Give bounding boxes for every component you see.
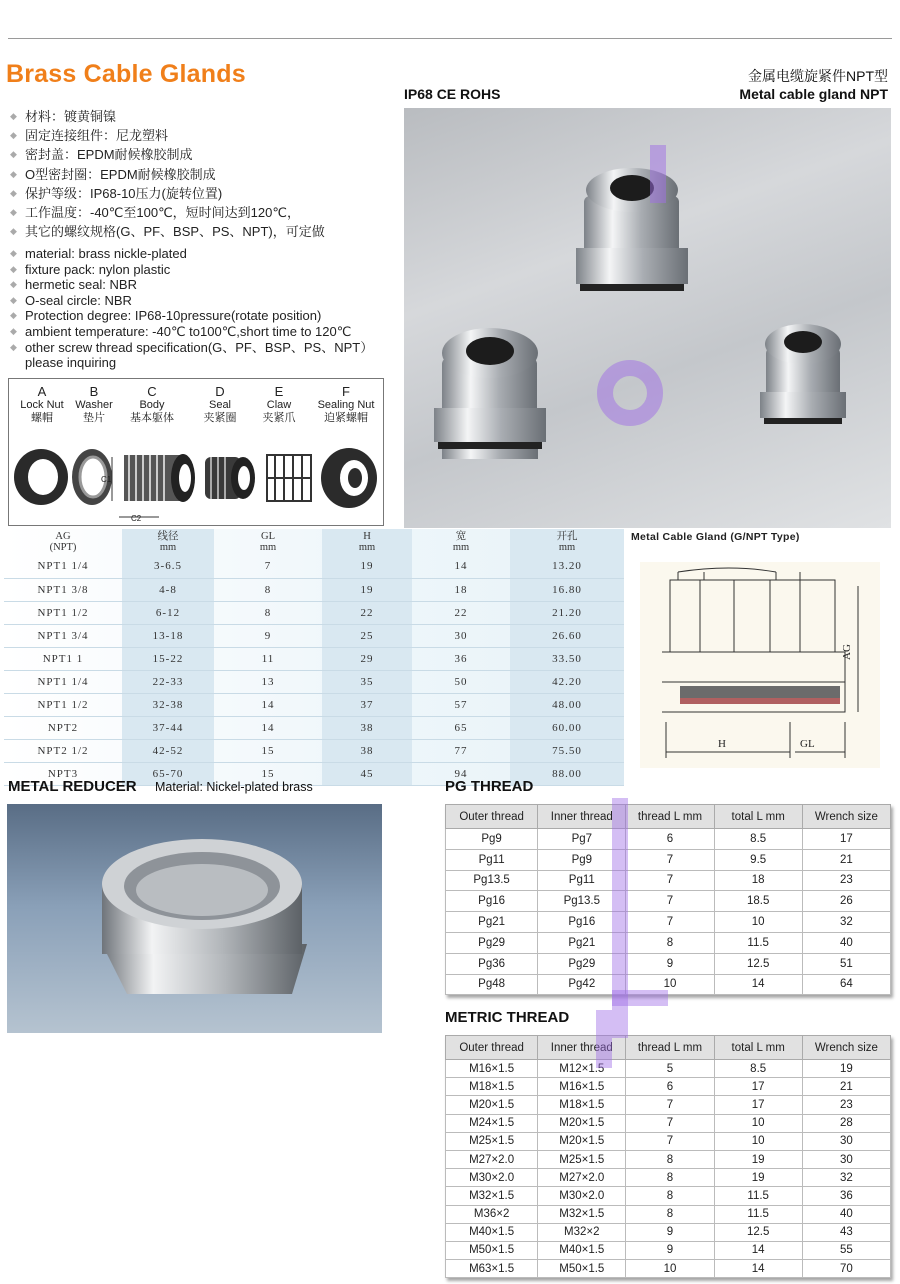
table-cell: 11.5 — [714, 1187, 802, 1205]
table-row — [446, 912, 891, 933]
table-row — [446, 1150, 891, 1168]
table-cell: 37-44 — [122, 716, 214, 739]
table-cell: M40×1.5 — [446, 1223, 538, 1241]
table-cell: M32×1.5 — [538, 1205, 626, 1223]
spec-en-item: ◆ ambient temperature: -40℃ to100℃,short time to 120℃ — [10, 323, 352, 339]
table-header-row — [4, 529, 624, 555]
table-cell: Pg29 — [446, 932, 538, 953]
table-cell: 77 — [412, 739, 510, 762]
table-cell: 65-70 — [122, 762, 214, 785]
table-cell: 6 — [626, 829, 714, 850]
technical-drawing-icon — [640, 562, 880, 768]
table-cell: Pg16 — [538, 912, 626, 933]
table-cell: M36×2 — [446, 1205, 538, 1223]
table-cell: 29 — [322, 647, 412, 670]
table-row — [446, 1260, 891, 1278]
table-cell: M20×1.5 — [446, 1096, 538, 1114]
table-cell: 38 — [322, 716, 412, 739]
table-cell: M25×1.5 — [538, 1150, 626, 1168]
table-cell: Pg7 — [538, 829, 626, 850]
table-cell: M20×1.5 — [538, 1132, 626, 1150]
table-cell: Pg29 — [538, 953, 626, 974]
table-cell: NPT1 1/2 — [4, 601, 122, 624]
table-cell: 30 — [802, 1150, 890, 1168]
table-row — [4, 647, 624, 670]
parts-drawing-icon — [9, 441, 383, 525]
table-cell: 10 — [626, 1260, 714, 1278]
table-cell: 33.50 — [510, 647, 624, 670]
table-row — [446, 891, 891, 912]
specs-cn-list — [10, 107, 395, 241]
spec-en-item: ◆ O-seal circle: NBR — [10, 292, 132, 308]
reducer-material: Material: Nickel-plated brass — [155, 780, 313, 794]
table-cell: 25 — [322, 624, 412, 647]
table-cell: 51 — [802, 953, 890, 974]
table-cell: 8 — [214, 601, 322, 624]
table-row — [446, 1241, 891, 1259]
table-cell: 13 — [214, 670, 322, 693]
table-row — [446, 1169, 891, 1187]
table-row — [4, 716, 624, 739]
table-cell: 26 — [802, 891, 890, 912]
part-seal: D Seal 夹紧圈 — [203, 384, 237, 424]
table-cell: 32 — [802, 912, 890, 933]
column-header: Wrench size — [802, 1036, 890, 1060]
table-row — [446, 1060, 891, 1078]
table-cell: M25×1.5 — [446, 1132, 538, 1150]
dim-c2: C2 — [131, 514, 142, 523]
table-cell: NPT1 1 — [4, 647, 122, 670]
table-cell: 88.00 — [510, 762, 624, 785]
table-cell: 35 — [322, 670, 412, 693]
spec-en-item: ◆ material: brass nickle-plated — [10, 246, 187, 261]
table-cell: 13.20 — [510, 555, 624, 578]
label-ag: AG — [841, 644, 853, 660]
table-cell: 75.50 — [510, 739, 624, 762]
column-header: 开孔 mm — [510, 529, 624, 555]
table-cell: 3-6.5 — [122, 555, 214, 578]
table-cell: Pg11 — [538, 870, 626, 891]
table-cell: 21 — [802, 849, 890, 870]
table-row — [446, 849, 891, 870]
diagram-title: Metal Cable Gland (G/NPT Type) — [631, 531, 800, 543]
table-row — [446, 870, 891, 891]
table-row — [4, 601, 624, 624]
table-cell: 15-22 — [122, 647, 214, 670]
table-cell: 12.5 — [714, 1223, 802, 1241]
table-cell: 38 — [322, 739, 412, 762]
table-cell: NPT1 1/2 — [4, 693, 122, 716]
spec-cn-item: ◆ 保护等级：IP68-10压力(旋转位置) — [10, 185, 223, 201]
spec-en-item: ◆ Protection degree: IP68-10pressure(rotate position) — [10, 308, 322, 324]
table-cell: 14 — [714, 1260, 802, 1278]
table-cell: 10 — [714, 912, 802, 933]
table-row — [446, 1205, 891, 1223]
table-cell: 43 — [802, 1223, 890, 1241]
table-cell: Pg16 — [446, 891, 538, 912]
reducer-photo — [7, 804, 382, 1033]
cable-gland-photo-icon — [404, 108, 891, 528]
table-row — [4, 555, 624, 578]
table-cell: Pg42 — [538, 974, 626, 995]
table-cell: M63×1.5 — [446, 1260, 538, 1278]
table-cell: Pg9 — [538, 849, 626, 870]
part-claw: E Claw 夹紧爪 — [262, 384, 296, 424]
table-cell: Pg13.5 — [538, 891, 626, 912]
table-row — [4, 578, 624, 601]
column-header: 线径 mm — [122, 529, 214, 555]
spec-en-item: ◆ hermetic seal: NBR — [10, 277, 137, 293]
label-gl: GL — [800, 738, 815, 750]
table-row — [446, 1078, 891, 1096]
table-cell: 23 — [802, 870, 890, 891]
column-header: Outer thread — [446, 805, 538, 829]
table-cell: 8 — [626, 932, 714, 953]
table-cell: 10 — [714, 1132, 802, 1150]
table-cell: 36 — [802, 1187, 890, 1205]
table-cell: 30 — [412, 624, 510, 647]
table-cell: M16×1.5 — [446, 1060, 538, 1078]
header-title-cn: 金属电缆旋紧件NPT型 — [748, 68, 888, 84]
table-cell: 11.5 — [714, 1205, 802, 1223]
table-cell: 42.20 — [510, 670, 624, 693]
table-cell: 64 — [802, 974, 890, 995]
table-cell: M32×1.5 — [446, 1187, 538, 1205]
table-cell: 9 — [626, 1223, 714, 1241]
table-cell: 9 — [626, 953, 714, 974]
table-cell: 26.60 — [510, 624, 624, 647]
column-header: Outer thread — [446, 1036, 538, 1060]
column-header: Inner thread — [538, 1036, 626, 1060]
spec-en-item: ◆ fixture pack: nylon plastic — [10, 261, 171, 277]
table-cell: 7 — [626, 1114, 714, 1132]
table-cell: 7 — [626, 1132, 714, 1150]
table-cell: 15 — [214, 762, 322, 785]
spec-cn-item: ◆ 工作温度：-40℃至100℃，短时间达到120℃， — [10, 205, 300, 221]
table-cell: 5 — [626, 1060, 714, 1078]
table-cell: 11 — [214, 647, 322, 670]
table-row — [446, 829, 891, 850]
dim-c1: C1 — [101, 475, 112, 484]
table-cell: M32×2 — [538, 1223, 626, 1241]
table-cell: 32 — [802, 1169, 890, 1187]
table-cell: 18 — [714, 870, 802, 891]
table-cell: NPT2 1/2 — [4, 739, 122, 762]
table-cell: 7 — [626, 870, 714, 891]
table-cell: 22 — [412, 601, 510, 624]
table-cell: 8 — [626, 1187, 714, 1205]
part-body: C Body 基本躯体 — [130, 384, 174, 424]
table-cell: 7 — [626, 891, 714, 912]
table-cell: 37 — [322, 693, 412, 716]
table-cell: 8 — [214, 578, 322, 601]
part-sealing-nut: F Sealing Nut 迫紧螺帽 — [317, 384, 375, 424]
table-row — [446, 1187, 891, 1205]
table-cell: M16×1.5 — [538, 1078, 626, 1096]
table-cell: NPT3 — [4, 762, 122, 785]
table-cell: M40×1.5 — [538, 1241, 626, 1259]
column-header: thread L mm — [626, 805, 714, 829]
table-cell: 19 — [322, 555, 412, 578]
table-cell: 10 — [714, 1114, 802, 1132]
table-cell: 7 — [214, 555, 322, 578]
table-cell: M24×1.5 — [446, 1114, 538, 1132]
table-cell: 57 — [412, 693, 510, 716]
table-cell: 14 — [214, 716, 322, 739]
column-header: 宽 mm — [452, 531, 470, 553]
table-cell: 19 — [714, 1169, 802, 1187]
table-cell: Pg21 — [446, 912, 538, 933]
table-cell: 22 — [322, 601, 412, 624]
table-row — [446, 1096, 891, 1114]
table-cell: M18×1.5 — [538, 1096, 626, 1114]
table-cell: 9 — [626, 1241, 714, 1259]
table-header-row — [446, 1036, 891, 1060]
pg-thread-title: PG THREAD — [445, 778, 534, 795]
table-cell: M30×2.0 — [446, 1169, 538, 1187]
table-cell: 4-8 — [122, 578, 214, 601]
spec-cn-item: ◆ 密封盖：EPDM耐候橡胶制成 — [10, 147, 193, 163]
table-row — [446, 1114, 891, 1132]
table-cell: 8.5 — [714, 829, 802, 850]
table-cell: Pg13.5 — [446, 870, 538, 891]
spec-cn-item: ◆ 固定连接组件：尼龙塑料 — [10, 128, 169, 144]
column-header: total L mm — [714, 805, 802, 829]
table-cell: 19 — [802, 1060, 890, 1078]
table-cell: M20×1.5 — [538, 1114, 626, 1132]
table-row — [446, 974, 891, 995]
table-cell: 19 — [322, 578, 412, 601]
table-row — [446, 1223, 891, 1241]
table-cell: M27×2.0 — [446, 1150, 538, 1168]
table-cell: M27×2.0 — [538, 1169, 626, 1187]
table-cell: 18.5 — [714, 891, 802, 912]
table-cell: 94 — [412, 762, 510, 785]
table-cell: 12.5 — [714, 953, 802, 974]
table-cell: 10 — [626, 974, 714, 995]
table-cell: 14 — [714, 1241, 802, 1259]
column-header: GL mm — [259, 531, 277, 553]
column-header: total L mm — [714, 1036, 802, 1060]
table-cell: 7 — [626, 912, 714, 933]
table-cell: 8 — [626, 1205, 714, 1223]
metric-thread-table — [445, 1035, 891, 1278]
table-cell: 21 — [802, 1078, 890, 1096]
table-cell: NPT1 3/8 — [4, 578, 122, 601]
table-cell: 45 — [322, 762, 412, 785]
table-cell: 50 — [412, 670, 510, 693]
table-cell: M50×1.5 — [538, 1260, 626, 1278]
table-cell: 9.5 — [714, 849, 802, 870]
header-title-en: Metal cable gland NPT — [739, 86, 888, 102]
column-header: Inner thread — [538, 805, 626, 829]
table-cell: 32-38 — [122, 693, 214, 716]
column-header: Wrench size — [802, 805, 890, 829]
table-header-row — [446, 805, 891, 829]
product-photo — [404, 108, 891, 528]
table-cell: Pg48 — [446, 974, 538, 995]
table-cell: 11.5 — [714, 932, 802, 953]
label-h: H — [718, 738, 726, 750]
parts-diagram — [8, 378, 384, 526]
npt-spec-table — [4, 529, 624, 786]
table-cell: 6 — [626, 1078, 714, 1096]
table-cell: 16.80 — [510, 578, 624, 601]
table-cell: 7 — [626, 1096, 714, 1114]
top-divider — [8, 38, 892, 39]
table-cell: 40 — [802, 932, 890, 953]
table-cell: 8 — [626, 1150, 714, 1168]
metal-reducer-icon — [7, 804, 382, 1033]
table-cell: M12×1.5 — [538, 1060, 626, 1078]
table-cell: 28 — [802, 1114, 890, 1132]
specs-en-list — [10, 246, 395, 371]
part-lock-nut: A Lock Nut 螺帽 — [20, 384, 64, 424]
metric-thread-title: METRIC THREAD — [445, 1009, 570, 1026]
table-cell: 21.20 — [510, 601, 624, 624]
table-cell: 65 — [412, 716, 510, 739]
table-cell: 17 — [714, 1078, 802, 1096]
table-cell: 15 — [214, 739, 322, 762]
table-row — [4, 670, 624, 693]
table-cell: Pg9 — [446, 829, 538, 850]
table-cell: 9 — [214, 624, 322, 647]
table-cell: 14 — [412, 555, 510, 578]
table-cell: 14 — [214, 693, 322, 716]
spec-en-item: ◆ other screw thread specification(G、PF、BSP、PS、NPT）please inquiring — [10, 339, 374, 371]
table-cell: 30 — [802, 1132, 890, 1150]
column-header: thread L mm — [626, 1036, 714, 1060]
table-cell: 48.00 — [510, 693, 624, 716]
table-cell: 17 — [714, 1096, 802, 1114]
table-cell: 70 — [802, 1260, 890, 1278]
table-cell: Pg21 — [538, 932, 626, 953]
table-row — [446, 1132, 891, 1150]
table-cell: M18×1.5 — [446, 1078, 538, 1096]
table-cell: 22-33 — [122, 670, 214, 693]
table-row — [446, 932, 891, 953]
table-row — [446, 953, 891, 974]
table-cell: 60.00 — [510, 716, 624, 739]
certifications: IP68 CE ROHS — [404, 86, 501, 102]
table-cell: NPT2 — [4, 716, 122, 739]
table-cell: 18 — [412, 578, 510, 601]
table-cell: Pg36 — [446, 953, 538, 974]
reducer-title: METAL REDUCER — [8, 778, 137, 795]
table-cell: 8 — [626, 1169, 714, 1187]
table-cell: 8.5 — [714, 1060, 802, 1078]
spec-cn-item: ◆ O型密封圈：EPDM耐候橡胶制成 — [10, 166, 216, 182]
part-washer: B Washer 垫片 — [75, 384, 113, 424]
table-cell: 55 — [802, 1241, 890, 1259]
table-cell: Pg11 — [446, 849, 538, 870]
pg-thread-table — [445, 804, 891, 995]
table-cell: 17 — [802, 829, 890, 850]
table-cell: M30×2.0 — [538, 1187, 626, 1205]
table-cell: NPT1 1/4 — [4, 555, 122, 578]
table-cell: 7 — [626, 849, 714, 870]
table-cell: 40 — [802, 1205, 890, 1223]
table-cell: 6-12 — [122, 601, 214, 624]
page-title: Brass Cable Glands — [6, 60, 246, 88]
table-cell: 14 — [714, 974, 802, 995]
table-cell: NPT1 3/4 — [4, 624, 122, 647]
table-row — [4, 693, 624, 716]
table-cell: 42-52 — [122, 739, 214, 762]
table-cell: 19 — [714, 1150, 802, 1168]
column-header: H mm — [322, 529, 412, 555]
spec-cn-item: ◆ 材料：镀黄铜镍 — [10, 109, 117, 124]
table-cell: NPT1 1/4 — [4, 670, 122, 693]
table-row — [4, 624, 624, 647]
table-cell: M50×1.5 — [446, 1241, 538, 1259]
table-cell: 36 — [412, 647, 510, 670]
table-cell: 13-18 — [122, 624, 214, 647]
spec-cn-item: ◆ 其它的螺纹规格(G、PF、BSP、PS、NPT)，可定做 — [10, 224, 325, 240]
table-cell: 23 — [802, 1096, 890, 1114]
table-row — [4, 739, 624, 762]
column-header: AG (NPT) — [49, 531, 77, 553]
